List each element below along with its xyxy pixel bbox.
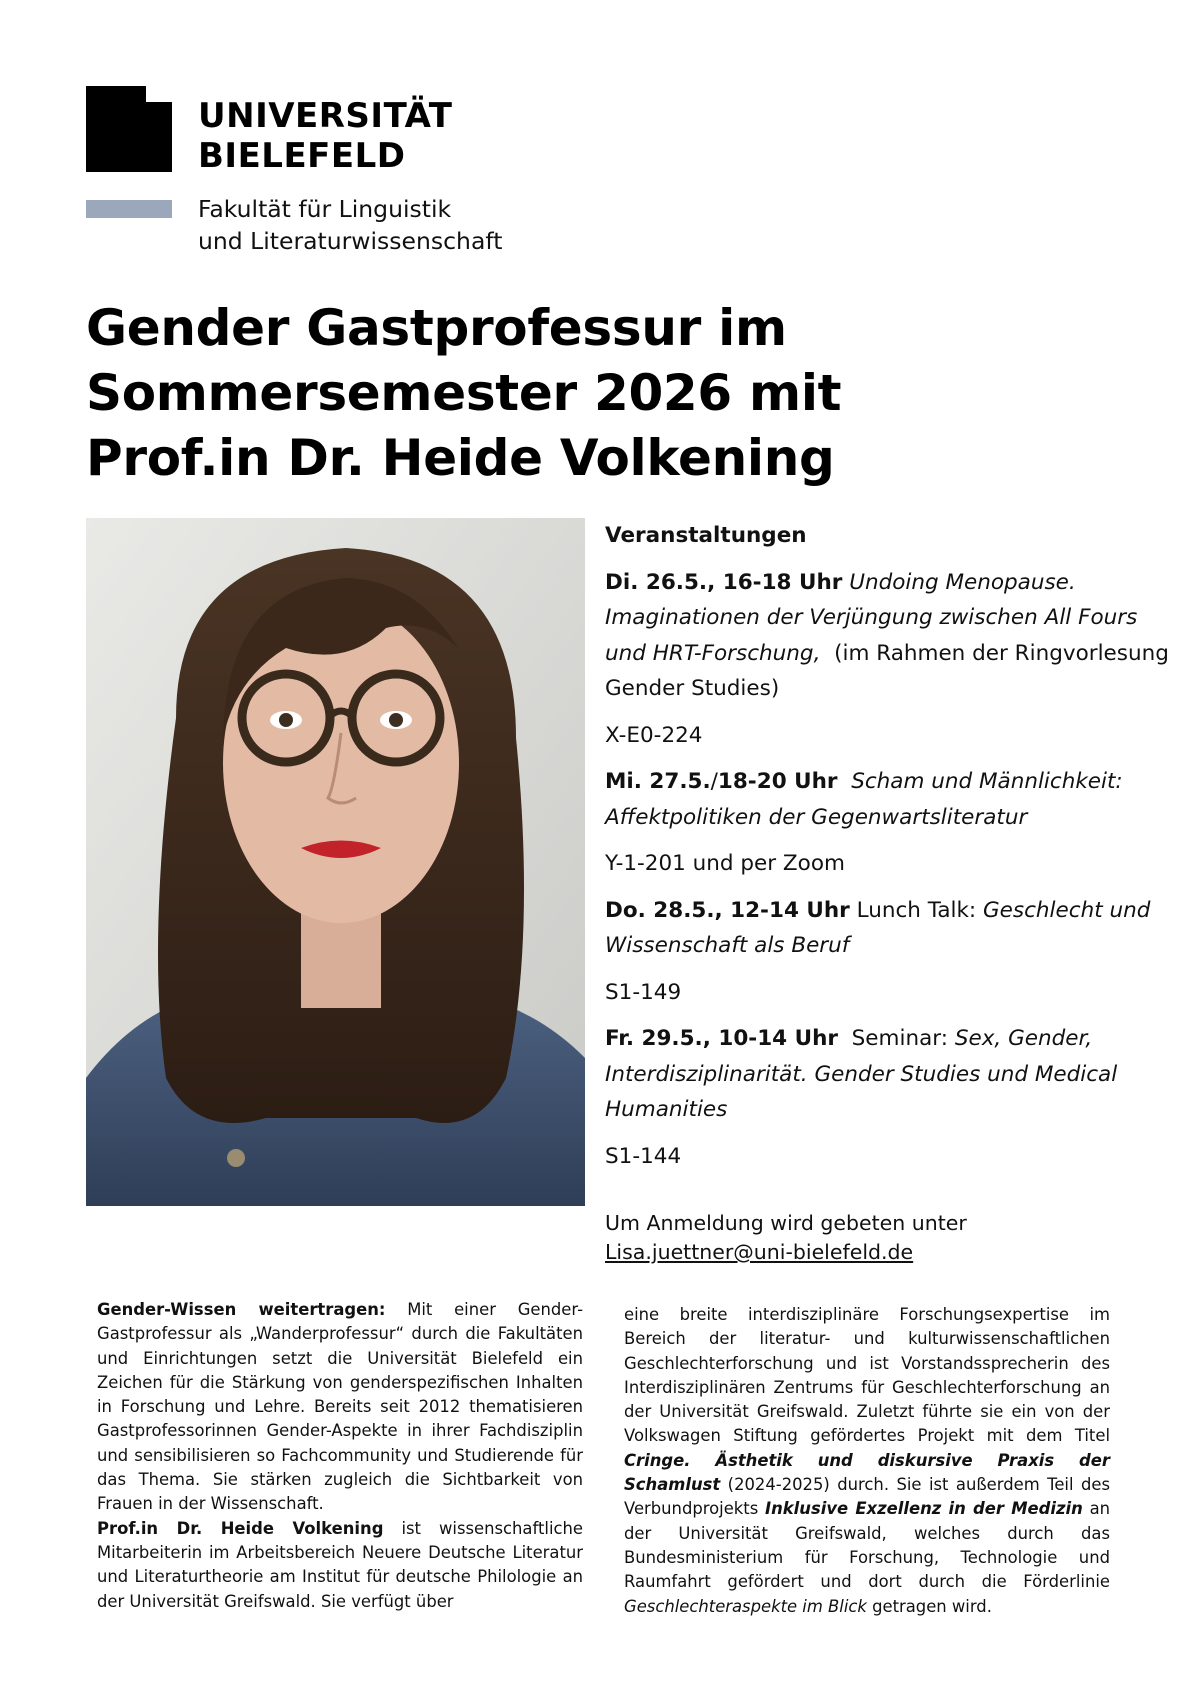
university-name <box>198 96 453 176</box>
event-date: Fr. 29.5., 10-14 Uhr <box>605 1026 838 1051</box>
event-note: (im Rahmen der Ringvorlesung Gender Studies) <box>605 640 1169 701</box>
registration-text: Um Anmeldung wird gebeten unter <box>605 1211 967 1235</box>
page-title <box>86 296 1146 491</box>
event-date: Di. 26.5., 16-18 Uhr <box>605 569 843 595</box>
event-title: Geschlecht und Wissenschaft als Beruf <box>605 897 1151 958</box>
intro-text: Mit einer Gender-Gastprofessur als „Wanderprofessur“ durch die Fakultäten und Einrichtungen setzt die Universität Bielefeld ein Zeichen für die Stärkung von genderspezifischen Inhalten in Forschung und Lehre. Bereits seit 2012 thematisieren Gastprofessorinnen Gender-Aspekte in ihrer Fachdisziplin und sensibilisieren so Fachcommunity und Studierende für das Thema. Sie stärken zugleich die Sichtbarkeit von Frauen in der Wissenschaft. <box>97 1300 583 1514</box>
registration-email-link[interactable]: Lisa.juettner@uni-bielefeld.de <box>605 1240 914 1264</box>
event-title: Undoing Menopause. Imaginationen der Verjüngung zwischen All Fours und HRT-Forschung, <box>605 569 1138 666</box>
project-title: Cringe. Ästhetik und diskursive Praxis der Schamlust <box>624 1450 1110 1495</box>
registration-note <box>605 1209 1175 1267</box>
event-date: Mi. 27.5. <box>605 769 711 794</box>
bio-text: (2024-2025) durch. Sie ist außerdem Teil des Verbundprojekts <box>624 1475 1110 1519</box>
event-room: X-E0-224 <box>605 722 703 748</box>
event-date-separator: / <box>710 769 718 794</box>
event-title: Scham und Männlichkeit: Affektpolitiken der Gegenwartsliteratur <box>605 769 1123 830</box>
title-line1: Gender Gastprofessur im <box>86 299 787 357</box>
intro-lead: Gender-Wissen weitertragen: <box>97 1300 386 1319</box>
events-heading: Veranstaltungen <box>605 523 807 548</box>
event-title: Sex, Gender, Interdisziplinarität. Gender Studies und Medical Humanities <box>605 1026 1118 1122</box>
bio-lead: Prof.in Dr. Heide Volkening <box>97 1518 384 1538</box>
events-list <box>605 518 1175 1185</box>
bio-text: getragen wird. <box>872 1596 992 1616</box>
title-line2: Sommersemester 2026 mit <box>86 364 842 422</box>
faculty-name <box>198 193 502 257</box>
faculty-name-line1: Fakultät für Linguistik <box>198 195 452 223</box>
bio-text: an der Universität Greifswald, welches durch das Bundesministerium für Forschung, Technologie und Raumfahrt gefördert und dort durch die Förderlinie <box>624 1499 1110 1592</box>
portrait-photo <box>86 518 585 1206</box>
event-room: Y-1-201 und per Zoom <box>605 851 845 876</box>
event-item <box>605 1021 1175 1128</box>
university-name-line1: UNIVERSITÄT <box>198 96 453 136</box>
event-room: S1-144 <box>605 1143 682 1169</box>
event-item <box>605 764 1175 835</box>
title-line3: Prof.in Dr. Heide Volkening <box>86 429 835 487</box>
event-item <box>605 893 1175 964</box>
event-room: S1-149 <box>605 979 682 1005</box>
faculty-name-line2: und Literaturwissenschaft <box>198 227 503 255</box>
university-logo-icon <box>86 86 172 172</box>
event-item <box>605 565 1175 707</box>
event-date: Do. 28.5., 12-14 Uhr <box>605 897 850 923</box>
event-prefix: Seminar: <box>851 1026 948 1051</box>
event-time: 18-20 Uhr <box>717 769 838 794</box>
faculty-color-bar <box>86 200 172 218</box>
project-title: Inklusive Exzellenz in der Medizin <box>765 1499 1083 1519</box>
bio-text: ist wissenschaftliche Mitarbeiterin im Arbeitsbereich Neuere Deutsche Literatur und Literaturtheorie am Institut für deutsche Philologie an der Universität Greifswald. Sie verfügt über <box>97 1518 583 1611</box>
event-prefix: Lunch Talk: <box>856 897 977 923</box>
funding-line-title: Geschlechteraspekte im Blick <box>624 1596 867 1616</box>
body-text-right <box>624 1303 1110 1619</box>
university-name-line2: BIELEFELD <box>198 136 406 176</box>
portrait-illustration <box>86 518 585 1206</box>
bio-text: eine breite interdisziplinäre Forschungsexpertise im Bereich der literatur- und kulturwissenschaftlichen Geschlechterforschung und ist Vorstandssprecherin des Interdisziplinären Zentrums für Geschlechterforschung an der Universität Greifswald. Zuletzt führte sie ein von der Volkswagen Stiftung gefördertes Projekt mit dem Titel <box>624 1305 1110 1446</box>
body-text-left <box>97 1298 583 1614</box>
